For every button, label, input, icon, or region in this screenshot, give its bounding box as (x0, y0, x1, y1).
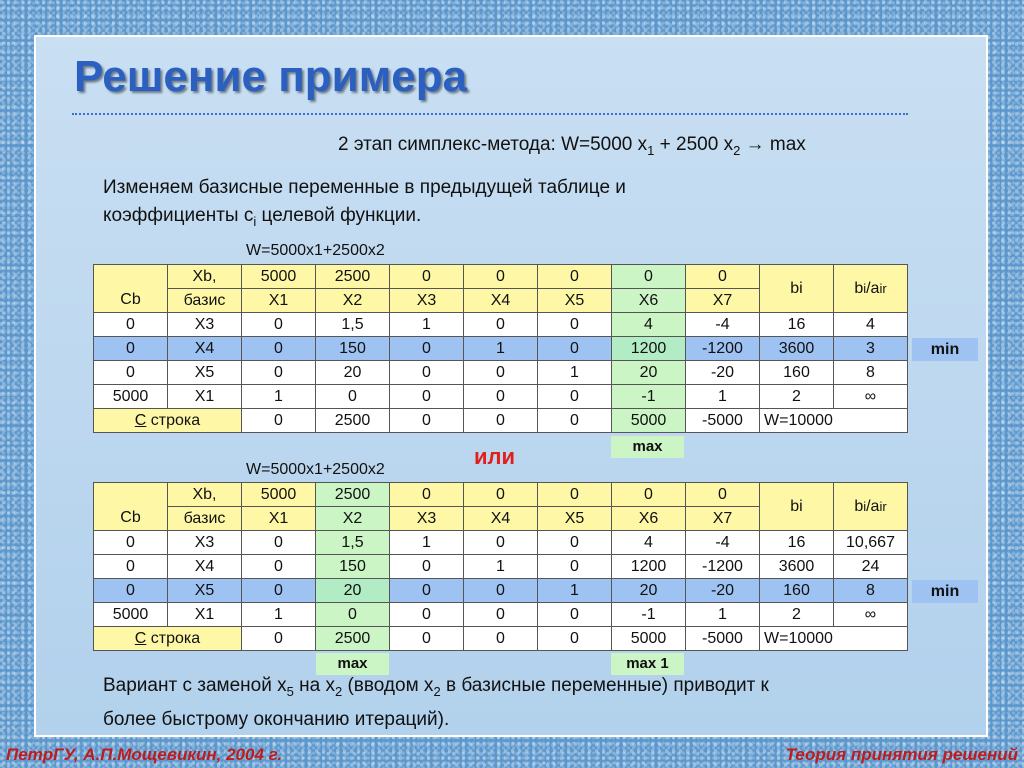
objective-formula: 2 этап симплекс-метода: W=5000 $x_1 + 2500$ $x_2 \to \max$ (338, 134, 806, 158)
arrow-icon: → (740, 134, 770, 155)
c-cell: 0 (538, 627, 612, 651)
xb-header-bottom: базис (168, 507, 242, 531)
max-1-label: max 1 (611, 653, 684, 675)
min-label: min (912, 338, 978, 361)
coef-cell: 0 (390, 483, 464, 507)
table-cell: 24 (834, 555, 908, 579)
table-cell: 16 (760, 313, 834, 337)
table-row (94, 313, 908, 337)
table-cell: 4 (612, 531, 686, 555)
or-label: или (474, 444, 516, 469)
table-cell: 0 (390, 555, 464, 579)
table-cell: 0 (94, 337, 168, 361)
coef-cell: 5000 (242, 265, 316, 289)
footer-course: Теория принятия решений (785, 745, 1018, 764)
table-cell: 2 (760, 385, 834, 409)
page-title: Решение примера (74, 52, 468, 101)
table-cell: 0 (464, 361, 538, 385)
footer-author: ПетрГУ, А.П.Мощевикин, 2004 г. (6, 745, 283, 764)
var-header: X4 (464, 289, 538, 313)
table-cell: 5000 (94, 603, 168, 627)
table-cell: 160 (760, 579, 834, 603)
var-header: X3 (390, 289, 464, 313)
table-cell: 3600 (760, 337, 834, 361)
table-cell: 1 (242, 385, 316, 409)
table-cell: 0 (94, 555, 168, 579)
coef-cell: 0 (686, 265, 760, 289)
table-cell: -4 (686, 313, 760, 337)
table-row (94, 555, 908, 579)
table-cell: 20 (612, 579, 686, 603)
table-cell: 1 (464, 337, 538, 361)
conclusion-text: Вариант с заменой $x_5$ на $x_2$ (вводом $x_2$ в базисные переменные) приводит к более быстрому окончанию итераций). (103, 675, 769, 730)
min-label: min (912, 580, 978, 603)
max-label: max (611, 436, 684, 458)
table-cell: 0 (538, 313, 612, 337)
table-cell: 1200 (612, 337, 686, 361)
table-cell: 0 (94, 579, 168, 603)
table-cell: 20 (316, 361, 390, 385)
xb-header-top: Xb, (168, 265, 242, 289)
c-row-label: С строка (94, 409, 242, 433)
cb-header: Cb (94, 265, 168, 313)
table-cell: X5 (168, 361, 242, 385)
table-cell: -1 (612, 385, 686, 409)
c-row-label: С строка (94, 627, 242, 651)
table-cell: 3 (834, 337, 908, 361)
table-row (94, 337, 908, 361)
table-cell: 160 (760, 361, 834, 385)
table-cell: -4 (686, 531, 760, 555)
table-cell: X4 (168, 555, 242, 579)
table-cell: 1,5 (316, 313, 390, 337)
c-cell: 0 (464, 627, 538, 651)
table-cell: 1,5 (316, 531, 390, 555)
table-cell: 0 (538, 337, 612, 361)
var-header: X1 (242, 289, 316, 313)
table-cell: 0 (464, 603, 538, 627)
table-cell: 1 (686, 603, 760, 627)
table-cell: 150 (316, 337, 390, 361)
table-1-caption: W=5000x1+2500x2 (246, 242, 385, 259)
table-cell: 0 (390, 385, 464, 409)
c-row (94, 409, 908, 433)
table-cell: -1200 (686, 555, 760, 579)
intro-text: Изменяем базисные переменные в предыдущей таблице и коэффициенты $с_i$ целевой функции. (103, 177, 626, 229)
table-cell: 4 (834, 313, 908, 337)
c-cell: -5000 (686, 409, 760, 433)
w-value: W=10000 (760, 409, 908, 433)
bi-header: bi (760, 265, 834, 313)
coef-cell: 0 (538, 265, 612, 289)
c-cell: 2500 (316, 627, 390, 651)
c-row (94, 627, 908, 651)
coef-cell: 0 (612, 265, 686, 289)
table-cell: -1200 (686, 337, 760, 361)
table-cell: 0 (538, 385, 612, 409)
table-cell: 0 (94, 361, 168, 385)
coef-cell: 0 (686, 483, 760, 507)
coef-row (94, 483, 908, 507)
var-header: X4 (464, 507, 538, 531)
xb-header-top: Xb, (168, 483, 242, 507)
c-cell: 0 (390, 627, 464, 651)
w-value: W=10000 (760, 627, 908, 651)
table-cell: X4 (168, 337, 242, 361)
table-cell: 0 (316, 603, 390, 627)
table-cell: 1 (242, 603, 316, 627)
coef-cell: 2500 (316, 483, 390, 507)
table-cell: 1 (390, 531, 464, 555)
table-row (94, 603, 908, 627)
ratio-header: bi/air (834, 483, 908, 531)
table-cell: 1 (464, 555, 538, 579)
c-cell: 5000 (612, 627, 686, 651)
c-cell: 0 (242, 409, 316, 433)
coef-cell: 0 (464, 265, 538, 289)
coef-cell: 0 (612, 483, 686, 507)
var-header: X7 (686, 507, 760, 531)
table-cell: 5000 (94, 385, 168, 409)
var-header: X5 (538, 507, 612, 531)
table-row (94, 579, 908, 603)
var-header: X2 (316, 289, 390, 313)
table-cell: 1 (538, 579, 612, 603)
table-cell: 0 (464, 313, 538, 337)
bi-header: bi (760, 483, 834, 531)
table-cell: 16 (760, 531, 834, 555)
title-divider (72, 113, 908, 115)
c-cell: 0 (464, 409, 538, 433)
var-header: X5 (538, 289, 612, 313)
c-cell: -5000 (686, 627, 760, 651)
var-header: X2 (316, 507, 390, 531)
table-cell: 2 (760, 603, 834, 627)
table-cell: 8 (834, 361, 908, 385)
ratio-header: bi/air (834, 265, 908, 313)
infinity-cell: ∞ (834, 603, 908, 627)
coef-row (94, 265, 908, 289)
table-cell: 0 (242, 337, 316, 361)
c-cell: 2500 (316, 409, 390, 433)
coef-cell: 5000 (242, 483, 316, 507)
table-cell: -20 (686, 579, 760, 603)
var-header: X1 (242, 507, 316, 531)
table-cell: 0 (390, 603, 464, 627)
table-cell: 0 (94, 531, 168, 555)
table-row (94, 531, 908, 555)
simplex-table-2 (93, 482, 908, 651)
table-cell: 1200 (612, 555, 686, 579)
var-header: X6 (612, 289, 686, 313)
c-cell: 5000 (612, 409, 686, 433)
table-cell: 0 (538, 531, 612, 555)
c-cell: 0 (242, 627, 316, 651)
table-cell: 1 (390, 313, 464, 337)
table-cell: 0 (242, 579, 316, 603)
table-cell: 8 (834, 579, 908, 603)
table-cell: 0 (464, 385, 538, 409)
table-cell: 0 (316, 385, 390, 409)
table-cell: 1 (686, 385, 760, 409)
table-cell: -20 (686, 361, 760, 385)
table-2-caption: W=5000x1+2500x2 (246, 461, 385, 478)
cb-header: Cb (94, 483, 168, 531)
table-cell: 0 (538, 603, 612, 627)
table-cell: 0 (464, 531, 538, 555)
table-cell: 0 (390, 579, 464, 603)
table-cell: 0 (242, 313, 316, 337)
table-cell: -1 (612, 603, 686, 627)
table-row (94, 385, 908, 409)
table-cell: 0 (242, 555, 316, 579)
max-label: max (316, 653, 389, 675)
table-cell: 0 (390, 361, 464, 385)
infinity-cell: ∞ (834, 385, 908, 409)
var-header: X3 (390, 507, 464, 531)
table-cell: 0 (538, 555, 612, 579)
table-cell: X3 (168, 313, 242, 337)
table-cell: 150 (316, 555, 390, 579)
xb-header-bottom: базис (168, 289, 242, 313)
table-cell: X1 (168, 603, 242, 627)
table-cell: 20 (612, 361, 686, 385)
var-header: X7 (686, 289, 760, 313)
table-cell: 0 (94, 313, 168, 337)
table-cell: 1 (538, 361, 612, 385)
table-cell: 10,667 (834, 531, 908, 555)
c-cell: 0 (390, 409, 464, 433)
table-cell: X1 (168, 385, 242, 409)
table-row (94, 361, 908, 385)
table-cell: X3 (168, 531, 242, 555)
table-cell: 0 (242, 361, 316, 385)
coef-cell: 2500 (316, 265, 390, 289)
table-cell: 0 (390, 337, 464, 361)
table-cell: 3600 (760, 555, 834, 579)
table-cell: X5 (168, 579, 242, 603)
table-cell: 4 (612, 313, 686, 337)
c-cell: 0 (538, 409, 612, 433)
coef-cell: 0 (390, 265, 464, 289)
table-cell: 0 (464, 579, 538, 603)
table-cell: 20 (316, 579, 390, 603)
coef-cell: 0 (464, 483, 538, 507)
simplex-table-1 (93, 264, 908, 433)
table-cell: 0 (242, 531, 316, 555)
coef-cell: 0 (538, 483, 612, 507)
var-header: X6 (612, 507, 686, 531)
